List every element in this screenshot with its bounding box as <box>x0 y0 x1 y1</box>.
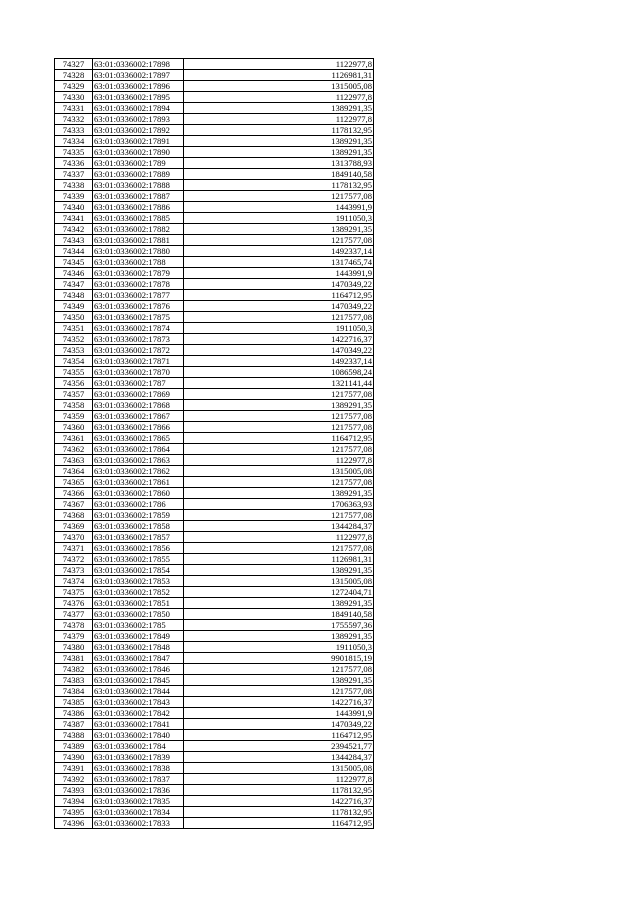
cadastral-value-cell: 1217577,08 <box>184 191 374 202</box>
table-row <box>55 708 374 719</box>
cadastral-value-cell: 1122977,8 <box>184 114 374 125</box>
cadastral-value-cell: 1389291,35 <box>184 631 374 642</box>
table-row <box>55 631 374 642</box>
cadastral-value-cell: 1422716,37 <box>184 796 374 807</box>
row-number-cell: 74369 <box>55 521 93 532</box>
row-number-cell: 74361 <box>55 433 93 444</box>
row-number-cell: 74350 <box>55 312 93 323</box>
row-number-cell: 74370 <box>55 532 93 543</box>
cadastral-value-cell: 1317465,74 <box>184 257 374 268</box>
table-row <box>55 532 374 543</box>
table-row <box>55 510 374 521</box>
table-row <box>55 356 374 367</box>
row-number-cell: 74377 <box>55 609 93 620</box>
cadastral-value-cell: 1122977,8 <box>184 532 374 543</box>
cadastral-value-cell: 1422716,37 <box>184 334 374 345</box>
row-number-cell: 74339 <box>55 191 93 202</box>
cadastral-number-cell: 63:01:0336002:17858 <box>93 521 184 532</box>
cadastral-number-cell: 63:01:0336002:17874 <box>93 323 184 334</box>
row-number-cell: 74396 <box>55 818 93 829</box>
cadastral-value-cell: 1492337,14 <box>184 246 374 257</box>
table-row <box>55 422 374 433</box>
table-row <box>55 70 374 81</box>
cadastral-number-cell: 63:01:0336002:17862 <box>93 466 184 477</box>
table-row <box>55 389 374 400</box>
table-row <box>55 719 374 730</box>
row-number-cell: 74346 <box>55 268 93 279</box>
table-row <box>55 191 374 202</box>
table-row <box>55 202 374 213</box>
cadastral-number-cell: 63:01:0336002:17841 <box>93 719 184 730</box>
cadastral-number-cell: 63:01:0336002:17855 <box>93 554 184 565</box>
cadastral-number-cell: 63:01:0336002:17852 <box>93 587 184 598</box>
cadastral-value-cell: 1315005,08 <box>184 763 374 774</box>
cadastral-value-cell: 1470349,22 <box>184 719 374 730</box>
cadastral-value-cell: 9901815,19 <box>184 653 374 664</box>
row-number-cell: 74335 <box>55 147 93 158</box>
cadastral-number-cell: 63:01:0336002:17864 <box>93 444 184 455</box>
cadastral-value-cell: 1122977,8 <box>184 59 374 70</box>
table-row <box>55 554 374 565</box>
row-number-cell: 74360 <box>55 422 93 433</box>
table-row <box>55 642 374 653</box>
cadastral-value-table <box>54 58 374 829</box>
row-number-cell: 74331 <box>55 103 93 114</box>
row-number-cell: 74348 <box>55 290 93 301</box>
cadastral-number-cell: 63:01:0336002:17837 <box>93 774 184 785</box>
cadastral-value-cell: 1178132,95 <box>184 180 374 191</box>
cadastral-number-cell: 63:01:0336002:17890 <box>93 147 184 158</box>
row-number-cell: 74349 <box>55 301 93 312</box>
row-number-cell: 74391 <box>55 763 93 774</box>
row-number-cell: 74386 <box>55 708 93 719</box>
row-number-cell: 74373 <box>55 565 93 576</box>
cadastral-number-cell: 63:01:0336002:17876 <box>93 301 184 312</box>
row-number-cell: 74342 <box>55 224 93 235</box>
cadastral-number-cell: 63:01:0336002:17869 <box>93 389 184 400</box>
table-row <box>55 334 374 345</box>
cadastral-number-cell: 63:01:0336002:17848 <box>93 642 184 653</box>
row-number-cell: 74381 <box>55 653 93 664</box>
cadastral-value-cell: 1272404,71 <box>184 587 374 598</box>
row-number-cell: 74329 <box>55 81 93 92</box>
table-row <box>55 103 374 114</box>
row-number-cell: 74327 <box>55 59 93 70</box>
cadastral-value-cell: 1755597,36 <box>184 620 374 631</box>
cadastral-number-cell: 63:01:0336002:17897 <box>93 70 184 81</box>
table-row <box>55 763 374 774</box>
row-number-cell: 74343 <box>55 235 93 246</box>
table-row <box>55 268 374 279</box>
table-row <box>55 686 374 697</box>
row-number-cell: 74382 <box>55 664 93 675</box>
cadastral-value-cell: 1470349,22 <box>184 279 374 290</box>
cadastral-value-cell: 1389291,35 <box>184 103 374 114</box>
cadastral-number-cell: 63:01:0336002:17853 <box>93 576 184 587</box>
table-row <box>55 235 374 246</box>
cadastral-value-cell: 1122977,8 <box>184 92 374 103</box>
table-row <box>55 224 374 235</box>
cadastral-number-cell: 63:01:0336002:1785 <box>93 620 184 631</box>
row-number-cell: 74344 <box>55 246 93 257</box>
table-row <box>55 785 374 796</box>
cadastral-value-cell: 1178132,95 <box>184 785 374 796</box>
row-number-cell: 74337 <box>55 169 93 180</box>
row-number-cell: 74367 <box>55 499 93 510</box>
cadastral-value-cell: 1470349,22 <box>184 345 374 356</box>
cadastral-number-cell: 63:01:0336002:17845 <box>93 675 184 686</box>
cadastral-value-cell: 1126981,31 <box>184 70 374 81</box>
table-row <box>55 807 374 818</box>
table-row <box>55 521 374 532</box>
row-number-cell: 74359 <box>55 411 93 422</box>
cadastral-number-cell: 63:01:0336002:17887 <box>93 191 184 202</box>
row-number-cell: 74352 <box>55 334 93 345</box>
cadastral-value-cell: 1217577,08 <box>184 235 374 246</box>
cadastral-number-cell: 63:01:0336002:17867 <box>93 411 184 422</box>
row-number-cell: 74351 <box>55 323 93 334</box>
cadastral-value-cell: 1217577,08 <box>184 510 374 521</box>
row-number-cell: 74356 <box>55 378 93 389</box>
cadastral-value-cell: 1217577,08 <box>184 312 374 323</box>
cadastral-value-cell: 1313788,93 <box>184 158 374 169</box>
cadastral-number-cell: 63:01:0336002:17857 <box>93 532 184 543</box>
row-number-cell: 74388 <box>55 730 93 741</box>
table-row <box>55 378 374 389</box>
cadastral-value-cell: 1389291,35 <box>184 565 374 576</box>
cadastral-number-cell: 63:01:0336002:17891 <box>93 136 184 147</box>
cadastral-number-cell: 63:01:0336002:17898 <box>93 59 184 70</box>
cadastral-value-cell: 1492337,14 <box>184 356 374 367</box>
row-number-cell: 74374 <box>55 576 93 587</box>
table-row <box>55 620 374 631</box>
cadastral-value-cell: 1315005,08 <box>184 576 374 587</box>
row-number-cell: 74340 <box>55 202 93 213</box>
table-row <box>55 741 374 752</box>
table-row <box>55 81 374 92</box>
cadastral-number-cell: 63:01:0336002:17893 <box>93 114 184 125</box>
cadastral-value-cell: 1470349,22 <box>184 301 374 312</box>
table-row <box>55 169 374 180</box>
cadastral-number-cell: 63:01:0336002:17885 <box>93 213 184 224</box>
row-number-cell: 74363 <box>55 455 93 466</box>
row-number-cell: 74384 <box>55 686 93 697</box>
table-row <box>55 444 374 455</box>
table-row <box>55 257 374 268</box>
cadastral-number-cell: 63:01:0336002:17894 <box>93 103 184 114</box>
row-number-cell: 74328 <box>55 70 93 81</box>
row-number-cell: 74347 <box>55 279 93 290</box>
cadastral-number-cell: 63:01:0336002:17866 <box>93 422 184 433</box>
cadastral-number-cell: 63:01:0336002:17880 <box>93 246 184 257</box>
cadastral-value-cell: 1217577,08 <box>184 543 374 554</box>
row-number-cell: 74353 <box>55 345 93 356</box>
table-row <box>55 697 374 708</box>
row-number-cell: 74389 <box>55 741 93 752</box>
cadastral-value-cell: 1164712,95 <box>184 730 374 741</box>
cadastral-number-cell: 63:01:0336002:17859 <box>93 510 184 521</box>
row-number-cell: 74332 <box>55 114 93 125</box>
table-row <box>55 576 374 587</box>
cadastral-value-cell: 1217577,08 <box>184 389 374 400</box>
row-number-cell: 74390 <box>55 752 93 763</box>
row-number-cell: 74354 <box>55 356 93 367</box>
table-row <box>55 499 374 510</box>
table-row <box>55 411 374 422</box>
table-row <box>55 653 374 664</box>
cadastral-value-cell: 1122977,8 <box>184 455 374 466</box>
row-number-cell: 74333 <box>55 125 93 136</box>
cadastral-number-cell: 63:01:0336002:17849 <box>93 631 184 642</box>
row-number-cell: 74362 <box>55 444 93 455</box>
cadastral-value-cell: 1389291,35 <box>184 488 374 499</box>
cadastral-value-cell: 1389291,35 <box>184 400 374 411</box>
cadastral-number-cell: 63:01:0336002:17870 <box>93 367 184 378</box>
cadastral-number-cell: 63:01:0336002:17871 <box>93 356 184 367</box>
table-row <box>55 136 374 147</box>
cadastral-number-cell: 63:01:0336002:17877 <box>93 290 184 301</box>
cadastral-number-cell: 63:01:0336002:17861 <box>93 477 184 488</box>
cadastral-value-cell: 1217577,08 <box>184 477 374 488</box>
cadastral-value-cell: 1164712,95 <box>184 433 374 444</box>
table-row <box>55 730 374 741</box>
cadastral-value-cell: 1321141,44 <box>184 378 374 389</box>
row-number-cell: 74365 <box>55 477 93 488</box>
cadastral-number-cell: 63:01:0336002:17839 <box>93 752 184 763</box>
cadastral-value-cell: 1315005,08 <box>184 466 374 477</box>
row-number-cell: 74358 <box>55 400 93 411</box>
cadastral-number-cell: 63:01:0336002:1787 <box>93 378 184 389</box>
cadastral-value-cell: 1911050,3 <box>184 213 374 224</box>
table-row <box>55 323 374 334</box>
row-number-cell: 74357 <box>55 389 93 400</box>
row-number-cell: 74341 <box>55 213 93 224</box>
row-number-cell: 74330 <box>55 92 93 103</box>
table-row <box>55 752 374 763</box>
table-row <box>55 279 374 290</box>
cadastral-value-cell: 1389291,35 <box>184 598 374 609</box>
row-number-cell: 74355 <box>55 367 93 378</box>
cadastral-number-cell: 63:01:0336002:17833 <box>93 818 184 829</box>
table-row <box>55 158 374 169</box>
cadastral-number-cell: 63:01:0336002:17879 <box>93 268 184 279</box>
table-row <box>55 367 374 378</box>
cadastral-number-cell: 63:01:0336002:17838 <box>93 763 184 774</box>
cadastral-number-cell: 63:01:0336002:17835 <box>93 796 184 807</box>
cadastral-number-cell: 63:01:0336002:1786 <box>93 499 184 510</box>
cadastral-number-cell: 63:01:0336002:17873 <box>93 334 184 345</box>
cadastral-number-cell: 63:01:0336002:17889 <box>93 169 184 180</box>
cadastral-number-cell: 63:01:0336002:17847 <box>93 653 184 664</box>
table-row <box>55 565 374 576</box>
cadastral-number-cell: 63:01:0336002:1784 <box>93 741 184 752</box>
cadastral-value-cell: 1217577,08 <box>184 686 374 697</box>
cadastral-number-cell: 63:01:0336002:17856 <box>93 543 184 554</box>
table-row <box>55 400 374 411</box>
cadastral-number-cell: 63:01:0336002:17863 <box>93 455 184 466</box>
cadastral-number-cell: 63:01:0336002:17896 <box>93 81 184 92</box>
row-number-cell: 74395 <box>55 807 93 818</box>
row-number-cell: 74393 <box>55 785 93 796</box>
row-number-cell: 74364 <box>55 466 93 477</box>
table-row <box>55 114 374 125</box>
cadastral-value-cell: 1422716,37 <box>184 697 374 708</box>
cadastral-value-cell: 1911050,3 <box>184 642 374 653</box>
cadastral-number-cell: 63:01:0336002:17836 <box>93 785 184 796</box>
table-row <box>55 664 374 675</box>
cadastral-number-cell: 63:01:0336002:17843 <box>93 697 184 708</box>
row-number-cell: 74345 <box>55 257 93 268</box>
row-number-cell: 74334 <box>55 136 93 147</box>
cadastral-number-cell: 63:01:0336002:17851 <box>93 598 184 609</box>
table-row <box>55 598 374 609</box>
cadastral-value-cell: 1344284,37 <box>184 752 374 763</box>
table-row <box>55 466 374 477</box>
cadastral-number-cell: 63:01:0336002:17842 <box>93 708 184 719</box>
cadastral-value-cell: 1178132,95 <box>184 807 374 818</box>
table-row <box>55 455 374 466</box>
table-row <box>55 774 374 785</box>
table-row <box>55 345 374 356</box>
cadastral-value-cell: 1217577,08 <box>184 664 374 675</box>
table-row <box>55 488 374 499</box>
table-row <box>55 796 374 807</box>
cadastral-value-cell: 1122977,8 <box>184 774 374 785</box>
cadastral-number-cell: 63:01:0336002:17882 <box>93 224 184 235</box>
table-row <box>55 818 374 829</box>
cadastral-number-cell: 63:01:0336002:17865 <box>93 433 184 444</box>
table-row <box>55 180 374 191</box>
cadastral-value-cell: 1706363,93 <box>184 499 374 510</box>
table-row <box>55 147 374 158</box>
cadastral-number-cell: 63:01:0336002:17881 <box>93 235 184 246</box>
cadastral-value-cell: 1389291,35 <box>184 136 374 147</box>
cadastral-number-cell: 63:01:0336002:1788 <box>93 257 184 268</box>
row-number-cell: 74366 <box>55 488 93 499</box>
cadastral-value-cell: 1849140,58 <box>184 169 374 180</box>
cadastral-value-cell: 1315005,08 <box>184 81 374 92</box>
row-number-cell: 74385 <box>55 697 93 708</box>
cadastral-number-cell: 63:01:0336002:17860 <box>93 488 184 499</box>
cadastral-value-cell: 1344284,37 <box>184 521 374 532</box>
cadastral-value-cell: 1217577,08 <box>184 444 374 455</box>
row-number-cell: 74392 <box>55 774 93 785</box>
cadastral-number-cell: 63:01:0336002:17888 <box>93 180 184 191</box>
row-number-cell: 74336 <box>55 158 93 169</box>
cadastral-number-cell: 63:01:0336002:17834 <box>93 807 184 818</box>
cadastral-number-cell: 63:01:0336002:17886 <box>93 202 184 213</box>
cadastral-number-cell: 63:01:0336002:17840 <box>93 730 184 741</box>
cadastral-number-cell: 63:01:0336002:17895 <box>93 92 184 103</box>
row-number-cell: 74379 <box>55 631 93 642</box>
cadastral-number-cell: 63:01:0336002:17844 <box>93 686 184 697</box>
cadastral-value-cell: 1849140,58 <box>184 609 374 620</box>
table-row <box>55 587 374 598</box>
cadastral-number-cell: 63:01:0336002:17872 <box>93 345 184 356</box>
cadastral-value-cell: 1389291,35 <box>184 675 374 686</box>
cadastral-value-cell: 1217577,08 <box>184 422 374 433</box>
cadastral-value-cell: 1443991,9 <box>184 708 374 719</box>
cadastral-number-cell: 63:01:0336002:17875 <box>93 312 184 323</box>
row-number-cell: 74371 <box>55 543 93 554</box>
row-number-cell: 74380 <box>55 642 93 653</box>
row-number-cell: 74394 <box>55 796 93 807</box>
cadastral-number-cell: 63:01:0336002:1789 <box>93 158 184 169</box>
table-row <box>55 301 374 312</box>
table-row <box>55 433 374 444</box>
cadastral-number-cell: 63:01:0336002:17868 <box>93 400 184 411</box>
cadastral-value-cell: 1217577,08 <box>184 411 374 422</box>
table-row <box>55 675 374 686</box>
table-row <box>55 290 374 301</box>
row-number-cell: 74387 <box>55 719 93 730</box>
row-number-cell: 74375 <box>55 587 93 598</box>
row-number-cell: 74376 <box>55 598 93 609</box>
cadastral-number-cell: 63:01:0336002:17892 <box>93 125 184 136</box>
table-row <box>55 609 374 620</box>
cadastral-number-cell: 63:01:0336002:17878 <box>93 279 184 290</box>
cadastral-value-cell: 2394521,77 <box>184 741 374 752</box>
row-number-cell: 74383 <box>55 675 93 686</box>
cadastral-value-cell: 1443991,9 <box>184 202 374 213</box>
cadastral-value-cell: 1911050,3 <box>184 323 374 334</box>
row-number-cell: 74368 <box>55 510 93 521</box>
table-row <box>55 246 374 257</box>
cadastral-number-cell: 63:01:0336002:17846 <box>93 664 184 675</box>
cadastral-value-cell: 1086598,24 <box>184 367 374 378</box>
table-row <box>55 92 374 103</box>
table-row <box>55 312 374 323</box>
cadastral-value-cell: 1389291,35 <box>184 147 374 158</box>
cadastral-value-cell: 1164712,95 <box>184 290 374 301</box>
table-row <box>55 125 374 136</box>
row-number-cell: 74372 <box>55 554 93 565</box>
cadastral-value-cell: 1178132,95 <box>184 125 374 136</box>
cadastral-number-cell: 63:01:0336002:17854 <box>93 565 184 576</box>
table-row <box>55 543 374 554</box>
cadastral-value-cell: 1443991,9 <box>184 268 374 279</box>
cadastral-value-cell: 1126981,31 <box>184 554 374 565</box>
row-number-cell: 74378 <box>55 620 93 631</box>
cadastral-value-cell: 1164712,95 <box>184 818 374 829</box>
row-number-cell: 74338 <box>55 180 93 191</box>
table-row <box>55 477 374 488</box>
table-row <box>55 213 374 224</box>
table-row <box>55 59 374 70</box>
table-body <box>55 59 374 829</box>
cadastral-number-cell: 63:01:0336002:17850 <box>93 609 184 620</box>
cadastral-value-cell: 1389291,35 <box>184 224 374 235</box>
